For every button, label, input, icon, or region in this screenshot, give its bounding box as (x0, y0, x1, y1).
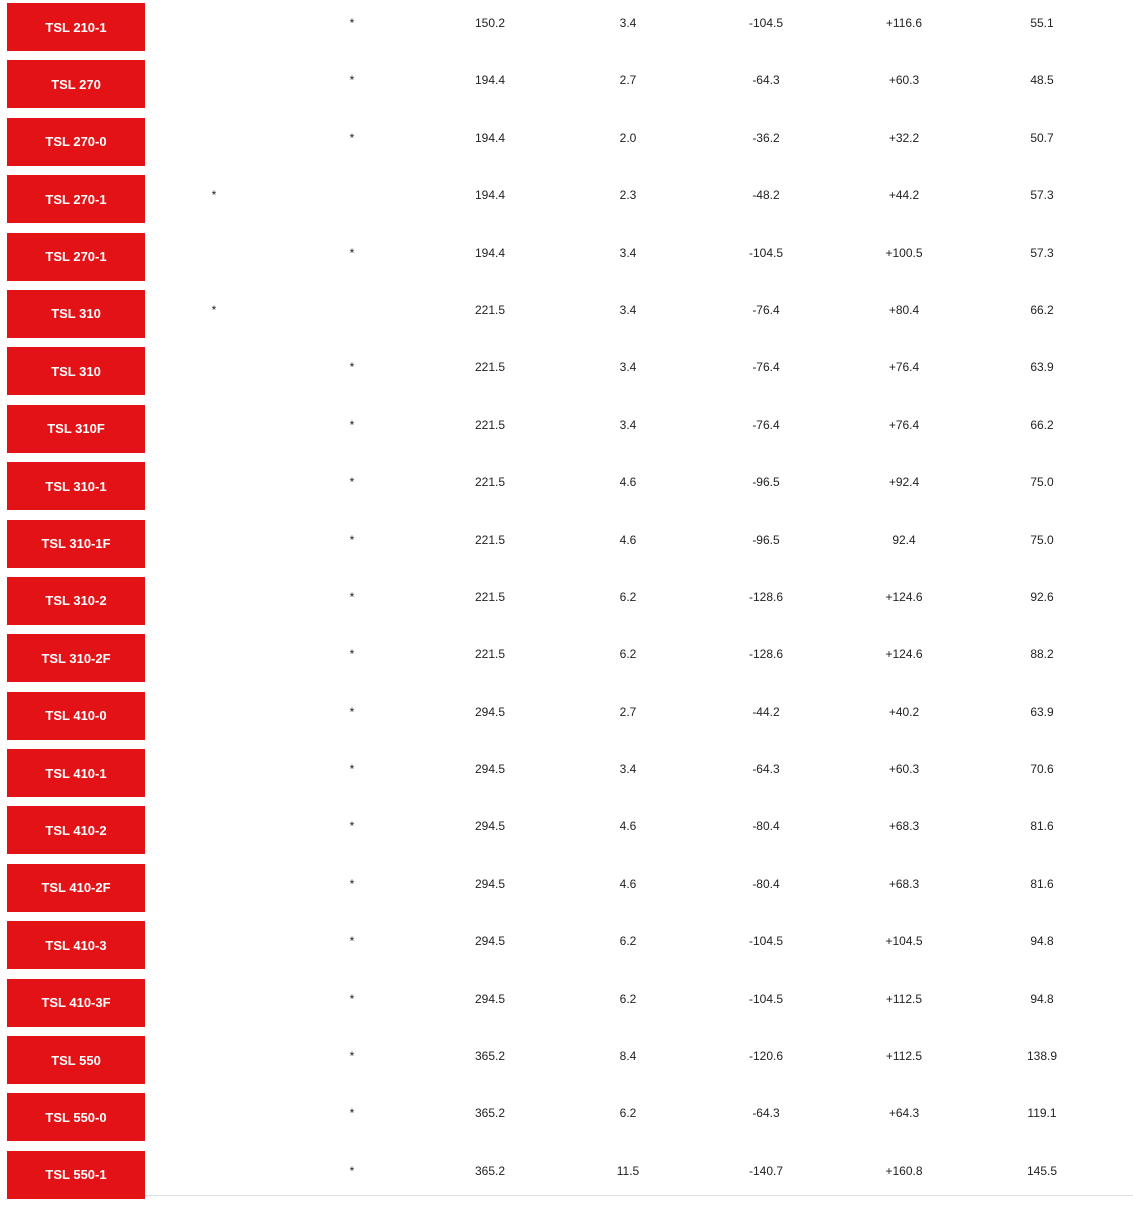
mark-col-a (145, 230, 283, 276)
model-button[interactable]: TSL 310-2 (7, 577, 145, 625)
value-col-1: 294.5 (474, 819, 506, 834)
model-button[interactable]: TSL 310-2F (7, 634, 145, 682)
value-col-2: 3.4 (619, 762, 637, 777)
value-col-3: -64.3 (752, 762, 780, 777)
mark-col-b: * (349, 819, 355, 834)
value-col-1: 221.5 (474, 360, 506, 375)
value-col-2: 2.7 (619, 73, 637, 88)
value-col-4: +112.5 (885, 991, 923, 1006)
table-row (0, 1033, 1133, 1090)
value-col-2: 8.4 (619, 1049, 637, 1064)
value-col-2: 3.4 (619, 16, 637, 30)
value-col-1: 221.5 (474, 417, 506, 432)
value-col-3: -128.6 (748, 589, 784, 604)
model-button[interactable]: TSL 310 (7, 290, 145, 338)
model-button[interactable]: TSL 410-1 (7, 749, 145, 797)
value-col-5: 66.2 (1030, 417, 1054, 432)
mark-col-b: * (349, 589, 355, 604)
value-col-5: 57.3 (1030, 188, 1054, 203)
value-col-1: 294.5 (474, 934, 506, 949)
value-col-5: 57.3 (1030, 245, 1054, 260)
value-col-2: 3.4 (619, 417, 637, 432)
value-col-1: 194.4 (474, 188, 506, 203)
value-col-4: +32.2 (888, 130, 920, 145)
value-col-1: 294.5 (474, 762, 506, 777)
model-button[interactable]: TSL 210-1 (7, 3, 145, 51)
value-col-3: -64.3 (752, 1106, 780, 1121)
mark-col-a (145, 803, 283, 849)
value-col-1: 194.4 (474, 130, 506, 145)
value-col-3: -120.6 (748, 1049, 784, 1064)
table-row (0, 1090, 1133, 1147)
value-col-4: +64.3 (888, 1106, 920, 1121)
model-button[interactable]: TSL 270-0 (7, 118, 145, 166)
value-col-4: +160.8 (885, 1163, 923, 1178)
value-col-3: -140.7 (748, 1163, 784, 1178)
value-col-5: 50.7 (1030, 130, 1054, 145)
model-button[interactable]: TSL 310-1F (7, 520, 145, 568)
value-col-5: 138.9 (1026, 1049, 1058, 1064)
value-col-4: +92.4 (888, 475, 920, 490)
value-col-2: 4.6 (619, 819, 637, 834)
value-col-2: 4.6 (619, 876, 637, 891)
table-row (0, 230, 1133, 287)
mark-col-b: * (349, 1106, 355, 1121)
value-col-4: +104.5 (885, 934, 923, 949)
mark-col-a (145, 1090, 283, 1136)
mark-col-a (145, 861, 283, 907)
mark-col-a (145, 115, 283, 161)
model-button[interactable]: TSL 410-2 (7, 806, 145, 854)
mark-col-b (283, 172, 421, 218)
mark-col-b: * (349, 1163, 355, 1178)
value-col-4: +116.6 (885, 16, 923, 30)
model-button[interactable]: TSL 310F (7, 405, 145, 453)
value-col-3: -64.3 (752, 73, 780, 88)
value-col-2: 2.7 (619, 704, 637, 719)
model-button[interactable]: TSL 410-3F (7, 979, 145, 1027)
value-col-2: 6.2 (619, 589, 637, 604)
table-row (0, 631, 1133, 688)
model-button[interactable]: TSL 410-2F (7, 864, 145, 912)
value-col-5: 81.6 (1030, 819, 1054, 834)
mark-col-b: * (349, 532, 355, 547)
value-col-4: +76.4 (888, 417, 920, 432)
mark-col-a (145, 689, 283, 735)
value-col-5: 75.0 (1030, 475, 1054, 490)
table-row (0, 57, 1133, 114)
mark-col-a: * (211, 302, 217, 317)
value-col-5: 145.5 (1026, 1163, 1058, 1178)
value-col-4: +80.4 (888, 302, 920, 317)
value-col-2: 4.6 (619, 475, 637, 490)
table-row (0, 746, 1133, 803)
value-col-5: 88.2 (1030, 647, 1054, 662)
value-col-3: -104.5 (748, 16, 784, 30)
mark-col-b: * (349, 360, 355, 375)
mark-col-a (145, 574, 283, 620)
mark-col-a (145, 746, 283, 792)
value-col-4: +76.4 (888, 360, 920, 375)
value-col-4: +44.2 (888, 188, 920, 203)
table-row (0, 976, 1133, 1033)
mark-col-a (145, 459, 283, 505)
value-col-1: 365.2 (474, 1106, 506, 1121)
value-col-1: 221.5 (474, 532, 506, 547)
mark-col-a (145, 976, 283, 1022)
mark-col-b: * (349, 245, 355, 260)
value-col-1: 365.2 (474, 1163, 506, 1178)
value-col-2: 2.3 (619, 188, 637, 203)
table-row (0, 0, 1133, 57)
value-col-2: 11.5 (616, 1163, 640, 1178)
value-col-5: 119.1 (1027, 1106, 1057, 1121)
value-col-3: -104.5 (748, 934, 784, 949)
table-row (0, 689, 1133, 746)
mark-col-a (145, 1148, 283, 1194)
value-col-5: 81.6 (1030, 876, 1054, 891)
value-col-1: 221.5 (474, 302, 506, 317)
value-col-4: +100.5 (885, 245, 923, 260)
table-row (0, 918, 1133, 975)
mark-col-b: * (349, 876, 355, 891)
value-col-2: 6.2 (619, 934, 637, 949)
table-row (0, 459, 1133, 516)
value-col-3: -96.5 (752, 532, 780, 547)
value-col-3: -104.5 (748, 991, 784, 1006)
model-button[interactable]: TSL 550-0 (7, 1093, 145, 1141)
mark-col-b: * (349, 991, 355, 1006)
mark-col-a (145, 0, 283, 46)
value-col-2: 3.4 (619, 245, 637, 260)
table-row (0, 861, 1133, 918)
mark-col-b (283, 287, 421, 333)
value-col-5: 92.6 (1030, 589, 1054, 604)
value-col-3: -44.2 (752, 704, 780, 719)
value-col-4: +60.3 (888, 73, 920, 88)
value-col-2: 6.2 (619, 647, 637, 662)
value-col-3: -76.4 (752, 417, 780, 432)
value-col-5: 48.5 (1030, 73, 1054, 88)
mark-col-b: * (349, 647, 355, 662)
mark-col-b: * (349, 417, 355, 432)
table-row (0, 172, 1133, 229)
model-button[interactable]: TSL 270-1 (7, 175, 145, 223)
value-col-2: 6.2 (619, 991, 637, 1006)
value-col-5: 63.9 (1030, 360, 1054, 375)
model-button[interactable]: TSL 270-1 (7, 233, 145, 281)
value-col-3: -96.5 (752, 475, 780, 490)
mark-col-a (145, 631, 283, 677)
table-row (0, 803, 1133, 860)
model-button[interactable]: TSL 550 (7, 1036, 145, 1084)
table-row (0, 115, 1133, 172)
value-col-3: -80.4 (752, 876, 780, 891)
value-col-3: -80.4 (752, 819, 780, 834)
value-col-4: +68.3 (888, 819, 920, 834)
value-col-2: 4.6 (619, 532, 637, 547)
value-col-2: 3.4 (619, 302, 637, 317)
value-col-1: 294.5 (474, 876, 506, 891)
mark-col-a (145, 57, 283, 103)
table-row (0, 344, 1133, 401)
value-col-4: +40.2 (888, 704, 920, 719)
mark-col-a (145, 517, 283, 563)
value-col-3: -48.2 (752, 188, 780, 203)
model-button[interactable]: TSL 270 (7, 60, 145, 108)
mark-col-b: * (349, 16, 355, 30)
model-button[interactable]: TSL 310-1 (7, 462, 145, 510)
model-button[interactable]: TSL 410-3 (7, 921, 145, 969)
value-col-3: -76.4 (752, 302, 780, 317)
mark-col-a (145, 344, 283, 390)
mark-col-b: * (349, 475, 355, 490)
value-col-1: 294.5 (474, 991, 506, 1006)
value-col-4: +60.3 (888, 762, 920, 777)
value-col-2: 2.0 (619, 130, 637, 145)
value-col-4: 92.4 (892, 532, 916, 547)
mark-col-b: * (349, 762, 355, 777)
value-col-1: 194.4 (474, 245, 506, 260)
model-button[interactable]: TSL 550-1 (7, 1151, 145, 1199)
value-col-4: +124.6 (885, 589, 923, 604)
value-col-1: 150.2 (474, 16, 506, 30)
mark-col-a (145, 918, 283, 964)
value-col-4: +112.5 (885, 1049, 923, 1064)
table-bottom-border (145, 1195, 1133, 1196)
value-col-1: 221.5 (474, 589, 506, 604)
model-button[interactable]: TSL 410-0 (7, 692, 145, 740)
value-col-2: 6.2 (619, 1106, 637, 1121)
value-col-3: -36.2 (752, 130, 780, 145)
mark-col-b: * (349, 1049, 355, 1064)
value-col-5: 66.2 (1030, 302, 1054, 317)
mark-col-b: * (349, 130, 355, 145)
value-col-4: +124.6 (885, 647, 923, 662)
value-col-4: +68.3 (888, 876, 920, 891)
value-col-2: 3.4 (619, 360, 637, 375)
table-row (0, 574, 1133, 631)
table-row (0, 402, 1133, 459)
value-col-1: 221.5 (474, 475, 506, 490)
model-button[interactable]: TSL 310 (7, 347, 145, 395)
value-col-3: -104.5 (748, 245, 784, 260)
value-col-5: 63.9 (1030, 704, 1054, 719)
value-col-5: 94.8 (1030, 991, 1054, 1006)
mark-col-b: * (349, 73, 355, 88)
mark-col-b: * (349, 704, 355, 719)
value-col-1: 294.5 (474, 704, 506, 719)
value-col-3: -128.6 (748, 647, 784, 662)
mark-col-a: * (211, 188, 217, 203)
mark-col-a (145, 1033, 283, 1079)
value-col-5: 55.1 (1030, 16, 1054, 30)
value-col-5: 70.6 (1030, 762, 1054, 777)
value-col-3: -76.4 (752, 360, 780, 375)
value-col-5: 75.0 (1030, 532, 1054, 547)
mark-col-b: * (349, 934, 355, 949)
value-col-1: 221.5 (474, 647, 506, 662)
value-col-1: 194.4 (474, 73, 506, 88)
mark-col-a (145, 402, 283, 448)
table-row (0, 287, 1133, 344)
table-row (0, 517, 1133, 574)
value-col-1: 365.2 (474, 1049, 506, 1064)
value-col-5: 94.8 (1030, 934, 1054, 949)
table-row (0, 1148, 1133, 1205)
